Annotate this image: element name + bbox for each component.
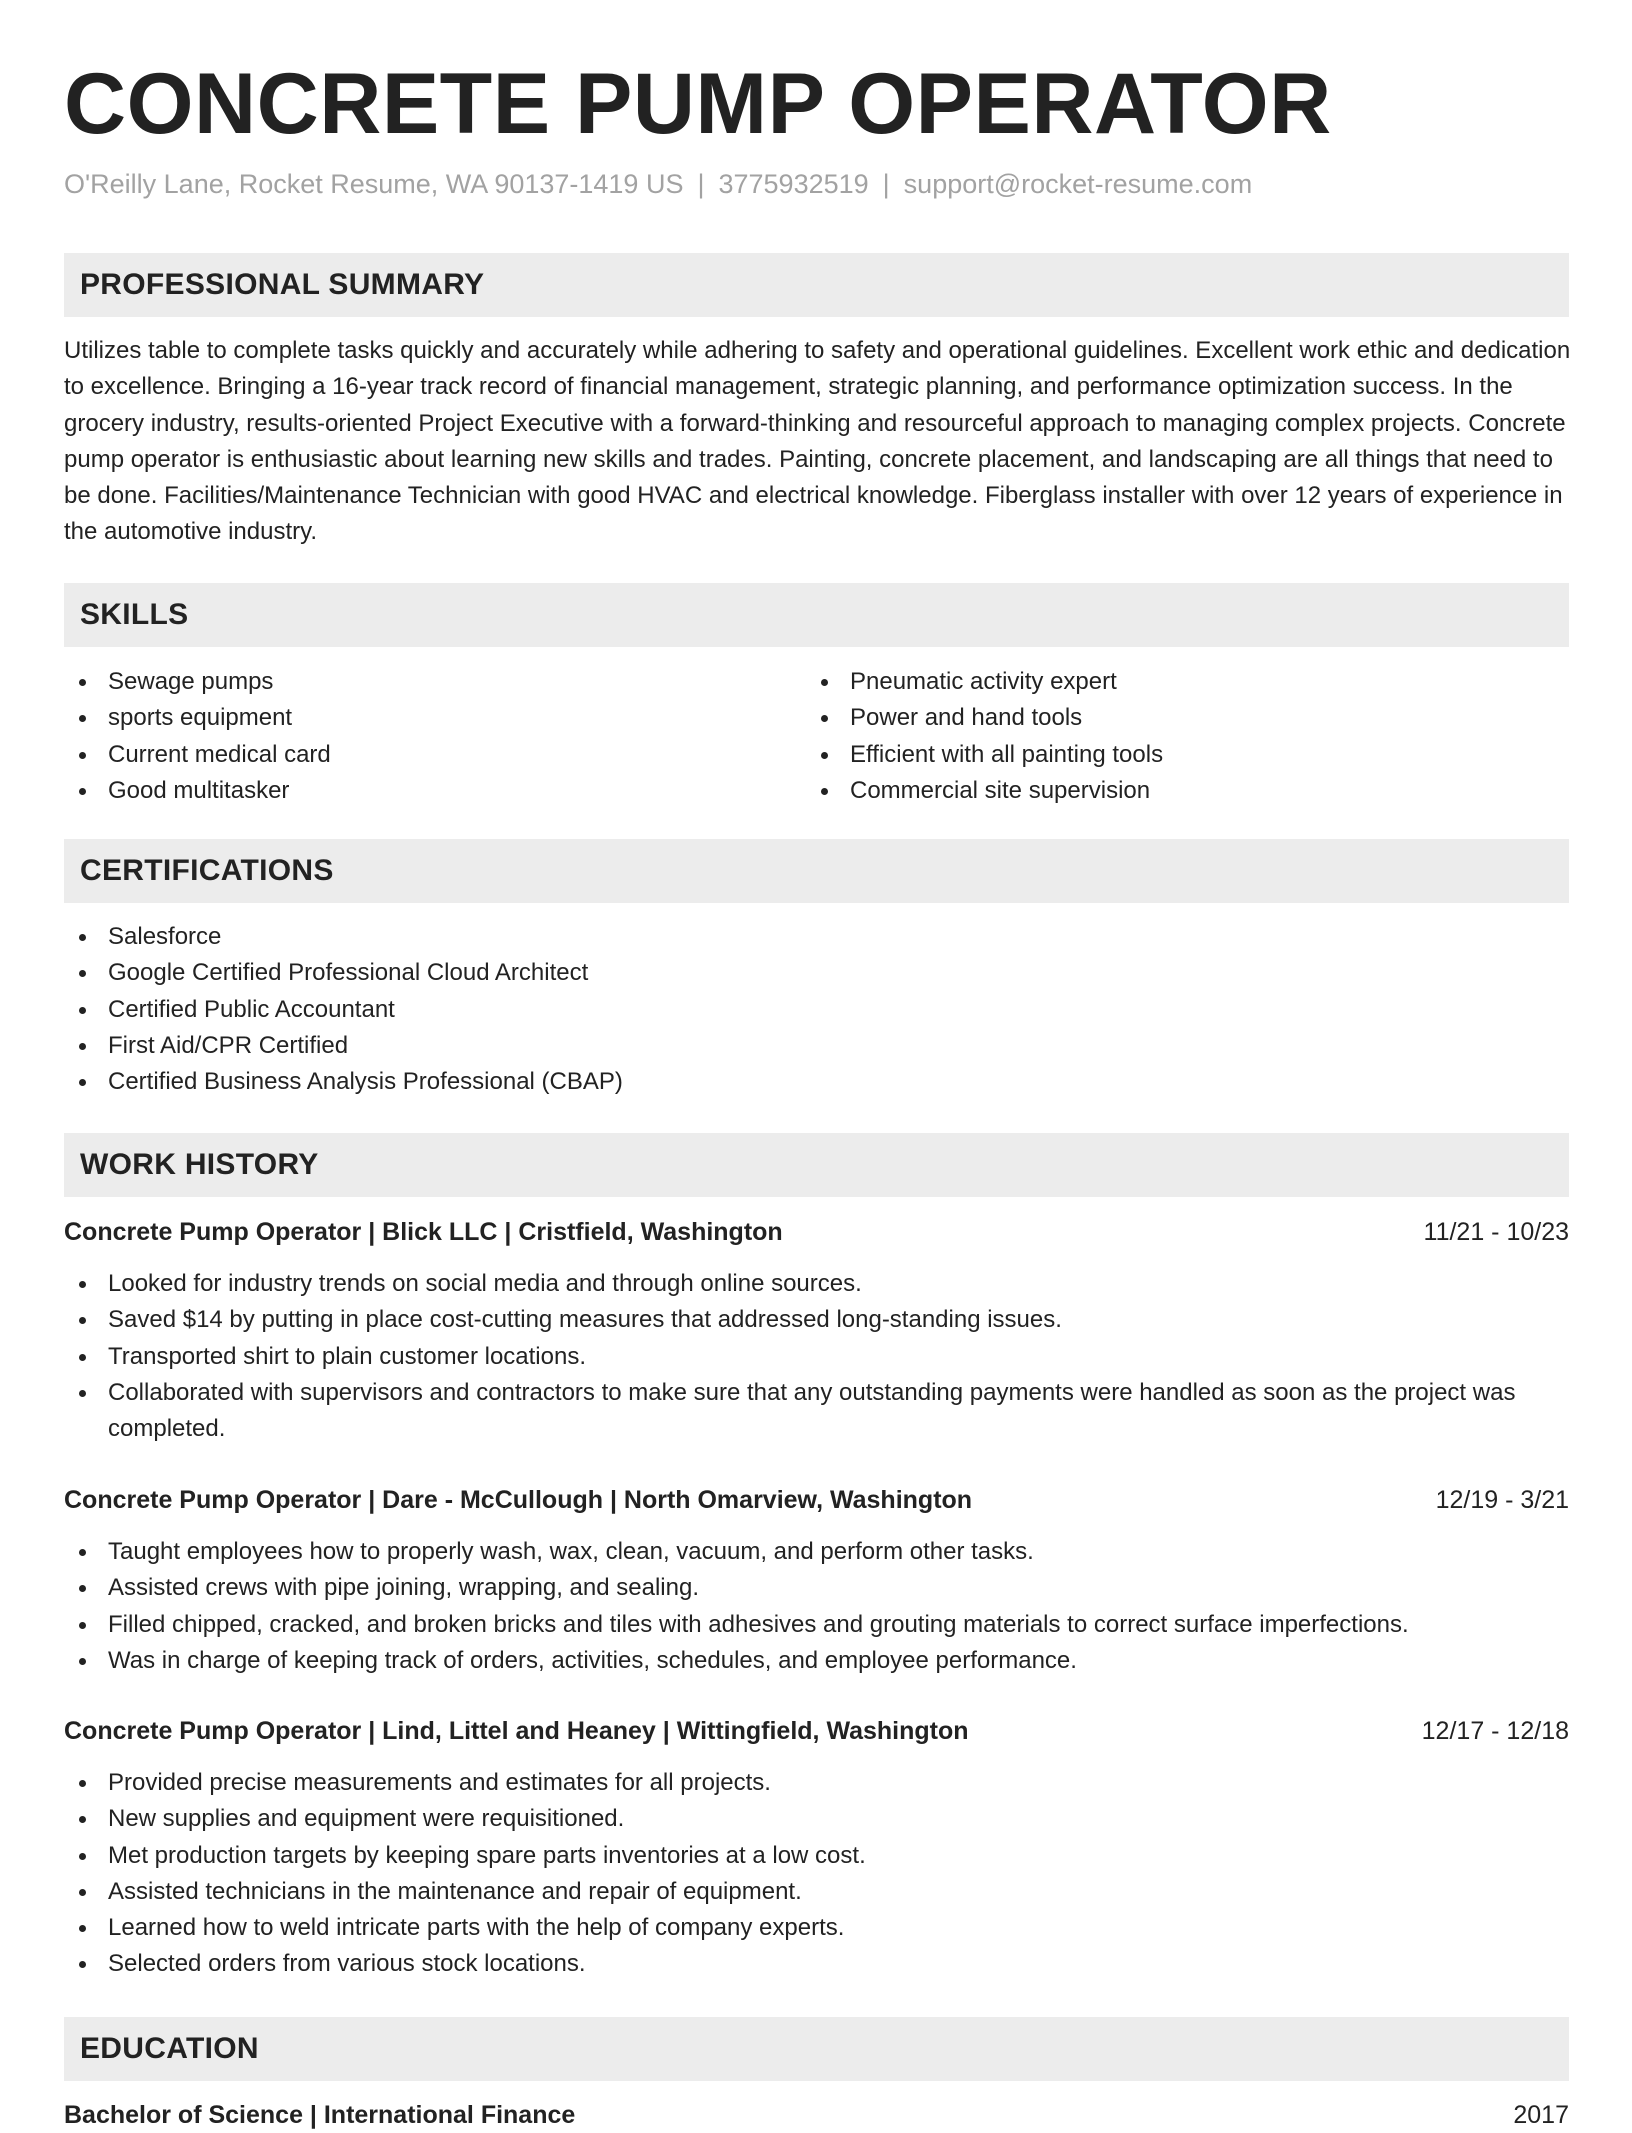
job-duty-item: Assisted technicians in the maintenance and repair of equipment. (64, 1874, 1569, 1910)
job-duty-item: New supplies and equipment were requisitioned. (64, 1801, 1569, 1837)
job-title: Concrete Pump Operator | Blick LLC | Cristfield, Washington (64, 1218, 783, 1246)
education-entry (64, 2097, 1569, 2133)
skills-column-left (64, 664, 764, 809)
contact-phone[interactable]: 3775932519 (718, 169, 869, 199)
job-duty-item: Looked for industry trends on social media and through online sources. (64, 1266, 1569, 1302)
skills-list-right (806, 664, 1506, 809)
job-duty-item: Provided precise measurements and estimates for all projects. (64, 1765, 1569, 1801)
certification-item: Salesforce (64, 919, 1569, 955)
job-duty-item: Collaborated with supervisors and contractors to make sure that any outstanding payments were handled as soon as the project was completed. (64, 1375, 1569, 1448)
resume-title: CONCRETE PUMP OPERATOR (64, 56, 1332, 152)
job-duty-item: Filled chipped, cracked, and broken bricks and tiles with adhesives and grouting materials to correct surface imperfections. (64, 1607, 1569, 1643)
job-duties-list (64, 1534, 1569, 1679)
contact-separator: | (697, 169, 705, 199)
job-dates: 12/19 - 3/21 (1435, 1486, 1569, 1514)
contact-separator: | (882, 169, 890, 199)
section-header-education: EDUCATION (64, 2017, 1569, 2081)
certifications-list (64, 919, 1569, 1100)
job-dates: 12/17 - 12/18 (1421, 1717, 1569, 1745)
certification-item: Google Certified Professional Cloud Architect (64, 955, 1569, 991)
job-header (64, 1482, 1569, 1518)
job-header (64, 1214, 1569, 1250)
skill-item: Current medical card (64, 737, 764, 773)
job-entry (64, 1214, 1569, 1447)
skill-item: Good multitasker (64, 773, 764, 809)
skills-list-left (64, 664, 764, 809)
summary-text: Utilizes table to complete tasks quickly and accurately while adhering to safety and operational guidelines. Excellent work ethic and dedication to excellence. Bringing a 16-year track record of financial management, strategic planning, and performance optimization success. In the grocery industry, results-oriented Project Executive with a forward-thinking and resourceful approach to managing complex projects. Concrete pump operator is enthusiastic about learning new skills and trades. Painting, concrete placement, and landscaping are all things that need to be done. Facilities/Maintenance Technician with good HVAC and electrical knowledge. Fiberglass installer with over 12 years of experience in the automotive industry. (64, 337, 1571, 546)
job-duty-item: Transported shirt to plain customer locations. (64, 1339, 1569, 1375)
job-duty-item: Saved $14 by putting in place cost-cutting measures that addressed long-standing issues. (64, 1302, 1569, 1338)
section-header-certifications: CERTIFICATIONS (64, 839, 1569, 903)
job-entry (64, 1713, 1569, 1983)
job-title: Concrete Pump Operator | Dare - McCullough | North Omarview, Washington (64, 1486, 973, 1514)
job-duty-item: Was in charge of keeping track of orders, activities, schedules, and employee performance. (64, 1643, 1569, 1679)
certification-item: First Aid/CPR Certified (64, 1028, 1569, 1064)
contact-address: O'Reilly Lane, Rocket Resume, WA 90137-1419 US (64, 169, 684, 199)
skills-column-right (806, 664, 1506, 809)
skill-item: Pneumatic activity expert (806, 664, 1506, 700)
certification-item: Certified Public Accountant (64, 992, 1569, 1028)
job-header (64, 1713, 1569, 1749)
education-year: 2017 (1513, 2101, 1569, 2129)
education-degree: Bachelor of Science | International Finance (64, 2101, 576, 2129)
job-duty-item: Taught employees how to properly wash, wax, clean, vacuum, and perform other tasks. (64, 1534, 1569, 1570)
job-duty-item: Learned how to weld intricate parts with the help of company experts. (64, 1910, 1569, 1946)
section-header-work-history: WORK HISTORY (64, 1133, 1569, 1197)
section-header-skills: SKILLS (64, 583, 1569, 647)
skill-item: Commercial site supervision (806, 773, 1506, 809)
skill-item: Sewage pumps (64, 664, 764, 700)
skill-item: sports equipment (64, 700, 764, 736)
skill-item: Power and hand tools (806, 700, 1506, 736)
job-title: Concrete Pump Operator | Lind, Littel and Heaney | Wittingfield, Washington (64, 1717, 969, 1745)
contact-email[interactable]: support@rocket-resume.com (903, 169, 1253, 199)
job-entry (64, 1482, 1569, 1679)
job-duties-list (64, 1765, 1569, 1983)
job-duty-item: Assisted crews with pipe joining, wrapping, and sealing. (64, 1570, 1569, 1606)
job-duty-item: Met production targets by keeping spare parts inventories at a low cost. (64, 1838, 1569, 1874)
job-duties-list (64, 1266, 1569, 1447)
contact-line (64, 166, 1252, 202)
job-dates: 11/21 - 10/23 (1423, 1218, 1569, 1246)
section-header-summary: PROFESSIONAL SUMMARY (64, 253, 1569, 317)
job-duty-item: Selected orders from various stock locations. (64, 1946, 1569, 1982)
skill-item: Efficient with all painting tools (806, 737, 1506, 773)
certification-item: Certified Business Analysis Professional (CBAP) (64, 1064, 1569, 1100)
